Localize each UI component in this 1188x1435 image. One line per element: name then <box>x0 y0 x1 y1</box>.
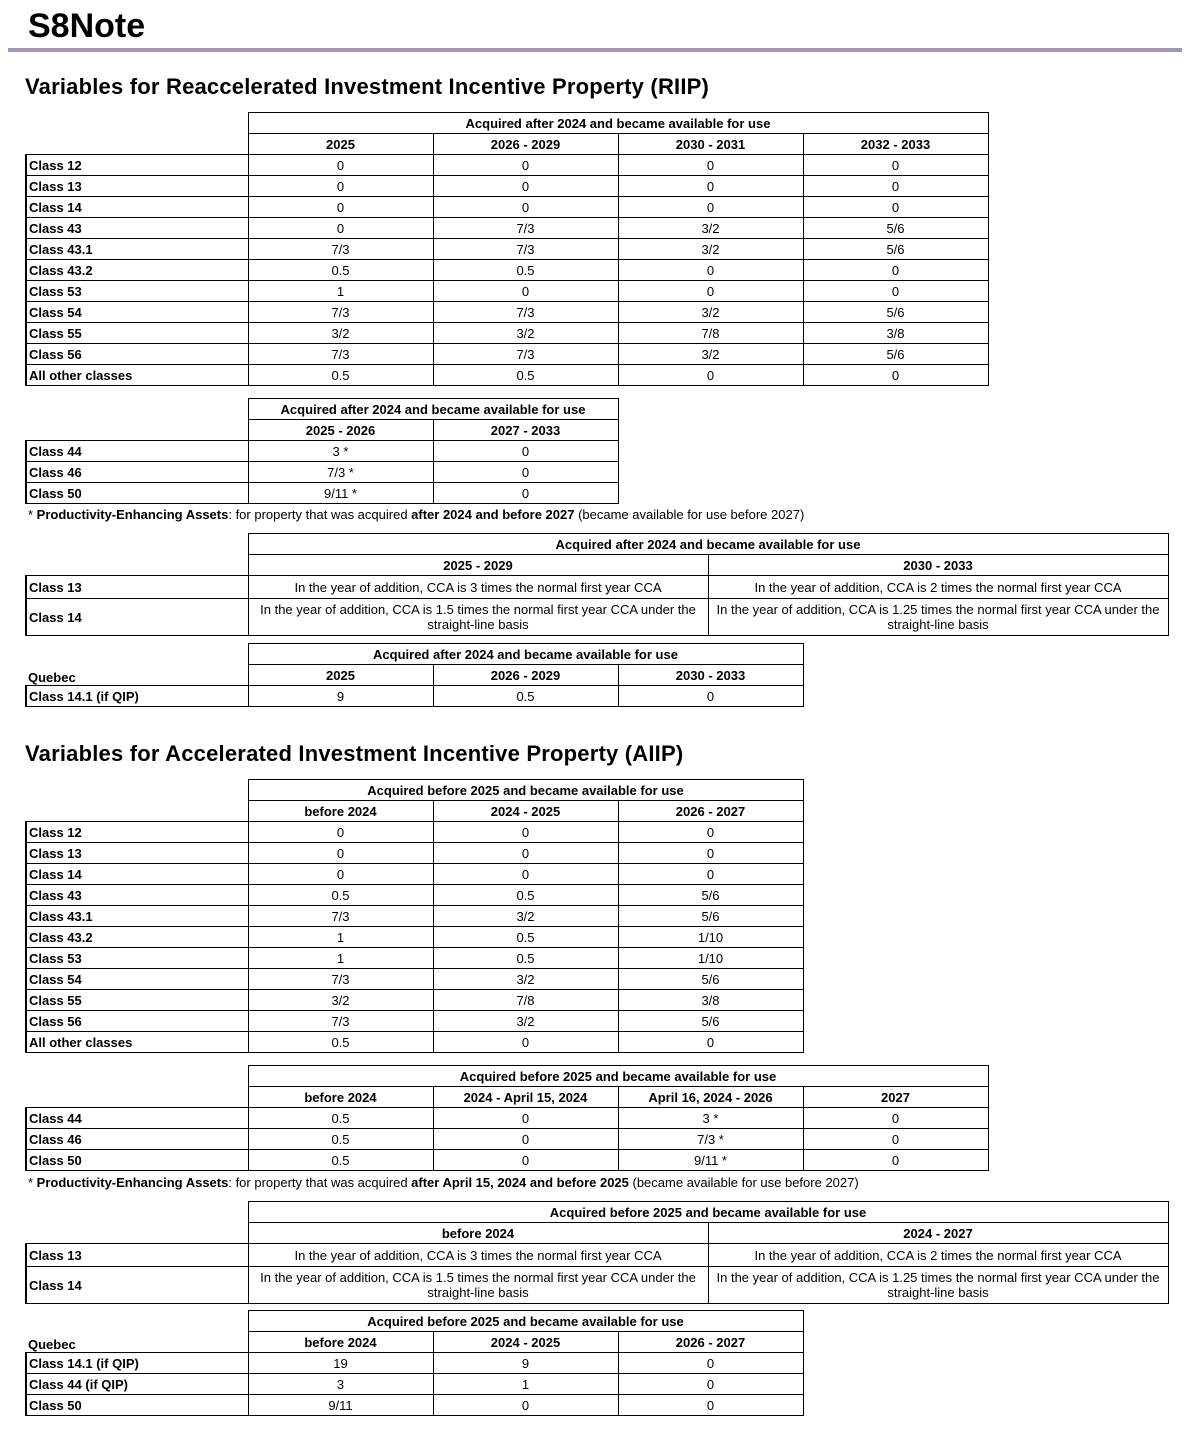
table-row <box>26 344 988 365</box>
header-corner <box>26 644 248 665</box>
table-cell: 9/11 <box>248 1395 433 1416</box>
table-cell: 9 <box>248 686 433 707</box>
column-header: 2027 - 2033 <box>433 420 618 441</box>
table-cell: In the year of addition, CCA is 2 times the normal first year CCA <box>708 1244 1168 1267</box>
table-cell: 0 <box>618 864 803 885</box>
table-cell: 0 <box>803 281 988 302</box>
column-header: 2026 - 2029 <box>433 134 618 155</box>
header-corner <box>26 1087 248 1108</box>
table-cell: 0 <box>803 1108 988 1129</box>
row-label: Class 12 <box>26 822 248 843</box>
table-cell: 0 <box>618 822 803 843</box>
table-cell: 7/3 * <box>248 462 433 483</box>
header-corner <box>26 113 248 134</box>
table-cell: 0 <box>433 843 618 864</box>
column-header: before 2024 <box>248 1087 433 1108</box>
table-cell: 0 <box>433 1395 618 1416</box>
table-cell: 7/3 <box>248 344 433 365</box>
table-cell: 0.5 <box>433 260 618 281</box>
table-row <box>26 483 618 504</box>
row-label: Class 44 <box>26 1108 248 1129</box>
table-cell: 7/3 <box>433 302 618 323</box>
table-cell: 0 <box>433 281 618 302</box>
table-cell: 0 <box>803 365 988 386</box>
table-cell: 9/11 * <box>248 483 433 504</box>
table-cell: 0.5 <box>433 948 618 969</box>
table-cell: 3 * <box>248 441 433 462</box>
table-cell: 5/6 <box>618 1011 803 1032</box>
table-cell: 0 <box>433 462 618 483</box>
row-label: Class 14 <box>26 197 248 218</box>
column-header: 2025 - 2029 <box>248 555 708 576</box>
table-cell: 5/6 <box>803 344 988 365</box>
header-corner <box>26 801 248 822</box>
row-label: Class 46 <box>26 1129 248 1150</box>
table-row <box>26 927 803 948</box>
row-label: Class 14.1 (if QIP) <box>26 1353 248 1374</box>
group-header-row <box>26 113 988 134</box>
table-cell: 0 <box>618 686 803 707</box>
row-label: Class 50 <box>26 1150 248 1171</box>
table-cell: 7/8 <box>618 323 803 344</box>
row-label: Class 46 <box>26 462 248 483</box>
table-cell: 0 <box>803 176 988 197</box>
table-cell: 0 <box>248 822 433 843</box>
table-cell: 3 * <box>618 1108 803 1129</box>
row-label: Class 43.1 <box>26 906 248 927</box>
table-row <box>26 1353 803 1374</box>
row-label: Class 44 (if QIP) <box>26 1374 248 1395</box>
table-cell: 0 <box>618 1395 803 1416</box>
table-cell: 3/2 <box>618 239 803 260</box>
riip-pea-footnote: * Productivity-Enhancing Assets: for property that was acquired after 2024 and before 2027 (became available for use before 2027) <box>28 507 805 522</box>
table-row <box>26 990 803 1011</box>
table-cell: 3/2 <box>433 906 618 927</box>
table-cell: 0 <box>433 1150 618 1171</box>
table-cell: 3/2 <box>433 323 618 344</box>
table-cell: 0 <box>433 864 618 885</box>
row-label: Class 53 <box>26 281 248 302</box>
table-row <box>26 302 988 323</box>
table-cell: 1 <box>248 948 433 969</box>
header-corner <box>26 534 248 555</box>
table-row <box>26 323 988 344</box>
row-label: Class 14 <box>26 1267 248 1304</box>
table-cell: 5/6 <box>618 885 803 906</box>
group-header: Acquired before 2025 and became available for use <box>248 1311 803 1332</box>
table-cell: 19 <box>248 1353 433 1374</box>
table-cell: 1 <box>248 927 433 948</box>
table-cell: 0 <box>433 1032 618 1053</box>
table-row <box>26 365 988 386</box>
table-cell: 3/2 <box>248 990 433 1011</box>
header-corner <box>26 1311 248 1332</box>
table-cell: 0 <box>248 155 433 176</box>
group-header-row <box>26 534 1168 555</box>
table-cell: 0 <box>618 155 803 176</box>
group-header: Acquired before 2025 and became available for use <box>248 780 803 801</box>
table-cell: 0 <box>618 1353 803 1374</box>
table-cell: 5/6 <box>803 239 988 260</box>
table-cell: 0.5 <box>248 1108 433 1129</box>
column-header: 2025 <box>248 134 433 155</box>
table-cell: 0 <box>618 197 803 218</box>
table-cell: 0 <box>433 822 618 843</box>
riip-quebec-table <box>25 643 804 707</box>
column-header: 2030 - 2031 <box>618 134 803 155</box>
row-label: Class 43.2 <box>26 927 248 948</box>
table-cell: In the year of addition, CCA is 3 times the normal first year CCA <box>248 576 708 599</box>
table-cell: 0 <box>433 1108 618 1129</box>
table-row <box>26 1032 803 1053</box>
group-header: Acquired after 2024 and became available for use <box>248 644 803 665</box>
table-row <box>26 1129 988 1150</box>
table-cell: 0 <box>803 260 988 281</box>
table-cell: 0 <box>618 843 803 864</box>
table-cell: 0 <box>248 843 433 864</box>
column-header: before 2024 <box>248 801 433 822</box>
row-label: Class 53 <box>26 948 248 969</box>
table-cell: 3/2 <box>248 323 433 344</box>
table-row <box>26 176 988 197</box>
table-row <box>26 218 988 239</box>
riip-pea-table <box>25 398 619 504</box>
column-header: 2026 - 2027 <box>618 801 803 822</box>
table-cell: 0 <box>618 176 803 197</box>
aiip-section-title: Variables for Accelerated Investment Incentive Property (AIIP) <box>25 741 684 766</box>
table-cell: 7/3 <box>433 239 618 260</box>
column-header: before 2024 <box>248 1332 433 1353</box>
row-label: Class 55 <box>26 323 248 344</box>
table-cell: 1 <box>433 1374 618 1395</box>
aiip-straight-line-table <box>25 1201 1169 1304</box>
group-header-row <box>26 780 803 801</box>
table-cell: 7/3 <box>248 906 433 927</box>
table-cell: 3 <box>248 1374 433 1395</box>
aiip-pea-table <box>25 1065 989 1171</box>
table-row <box>26 1374 803 1395</box>
row-label: Class 43.2 <box>26 260 248 281</box>
column-header: 2024 - April 15, 2024 <box>433 1087 618 1108</box>
table-cell: 0 <box>618 260 803 281</box>
table-row <box>26 948 803 969</box>
group-header: Acquired after 2024 and became available for use <box>248 399 618 420</box>
table-cell: 0 <box>248 176 433 197</box>
table-cell: 3/2 <box>433 969 618 990</box>
table-cell: 3/8 <box>618 990 803 1011</box>
header-corner <box>26 1223 248 1244</box>
table-cell: In the year of addition, CCA is 1.5 times the normal first year CCA under the straight-line basis <box>248 1267 708 1304</box>
row-label: Class 14 <box>26 864 248 885</box>
header-corner <box>26 1202 248 1223</box>
table-cell: 0 <box>433 155 618 176</box>
table-row <box>26 885 803 906</box>
table-row <box>26 1244 1168 1267</box>
row-label: Class 50 <box>26 1395 248 1416</box>
table-cell: 0 <box>803 1150 988 1171</box>
column-header-row <box>26 665 803 686</box>
column-header: 2032 - 2033 <box>803 134 988 155</box>
table-cell: 0.5 <box>248 1150 433 1171</box>
table-cell: 3/2 <box>618 218 803 239</box>
table-cell: 7/8 <box>433 990 618 1011</box>
table-row <box>26 576 1168 599</box>
row-label: Class 43.1 <box>26 239 248 260</box>
group-header-row <box>26 1066 988 1087</box>
column-header-row <box>26 801 803 822</box>
table-row <box>26 1108 988 1129</box>
row-label: Class 56 <box>26 1011 248 1032</box>
column-header: 2024 - 2025 <box>433 1332 618 1353</box>
row-label: Class 13 <box>26 843 248 864</box>
column-header: 2026 - 2029 <box>433 665 618 686</box>
row-label: Class 43 <box>26 218 248 239</box>
row-label: All other classes <box>26 1032 248 1053</box>
table-cell: 0 <box>248 197 433 218</box>
table-row <box>26 864 803 885</box>
table-row <box>26 1395 803 1416</box>
table-row <box>26 197 988 218</box>
table-cell: 5/6 <box>803 302 988 323</box>
table-cell: 7/3 <box>433 344 618 365</box>
row-label: All other classes <box>26 365 248 386</box>
row-label: Class 13 <box>26 176 248 197</box>
column-header: 2024 - 2025 <box>433 801 618 822</box>
row-label: Class 13 <box>26 1244 248 1267</box>
table-cell: 5/6 <box>803 218 988 239</box>
table-cell: 0.5 <box>248 885 433 906</box>
row-label: Class 14.1 (if QIP) <box>26 686 248 707</box>
table-cell: 0.5 <box>248 1129 433 1150</box>
group-header-row <box>26 1202 1168 1223</box>
column-header-row <box>26 134 988 155</box>
table-row <box>26 843 803 864</box>
column-header: before 2024 <box>248 1223 708 1244</box>
section-label: Quebec <box>28 1337 76 1352</box>
table-row <box>26 969 803 990</box>
table-cell: In the year of addition, CCA is 2 times the normal first year CCA <box>708 576 1168 599</box>
group-header: Acquired before 2025 and became available for use <box>248 1202 1168 1223</box>
row-label: Class 44 <box>26 441 248 462</box>
group-header: Acquired after 2024 and became available for use <box>248 534 1168 555</box>
column-header: 2030 - 2033 <box>618 665 803 686</box>
table-row <box>26 441 618 462</box>
table-cell: 7/3 * <box>618 1129 803 1150</box>
table-cell: 0 <box>618 281 803 302</box>
table-row <box>26 1150 988 1171</box>
table-row <box>26 155 988 176</box>
table-cell: 0.5 <box>433 927 618 948</box>
header-corner <box>26 420 248 441</box>
table-cell: 0.5 <box>248 260 433 281</box>
table-cell: 0 <box>433 197 618 218</box>
header-corner <box>26 399 248 420</box>
table-row <box>26 1267 1168 1304</box>
header-corner <box>26 780 248 801</box>
table-cell: 7/3 <box>248 969 433 990</box>
table-cell: 0 <box>433 1129 618 1150</box>
table-cell: 3/2 <box>618 302 803 323</box>
title-divider <box>8 48 1182 52</box>
column-header: 2030 - 2033 <box>708 555 1168 576</box>
column-header: 2025 <box>248 665 433 686</box>
table-cell: 7/3 <box>248 1011 433 1032</box>
group-header: Acquired after 2024 and became available for use <box>248 113 988 134</box>
table-cell: In the year of addition, CCA is 1.25 times the normal first year CCA under the straight-line basis <box>708 599 1168 636</box>
table-cell: 0.5 <box>248 1032 433 1053</box>
table-cell: In the year of addition, CCA is 3 times the normal first year CCA <box>248 1244 708 1267</box>
table-cell: 3/8 <box>803 323 988 344</box>
table-cell: 0 <box>618 365 803 386</box>
table-cell: 0.5 <box>433 686 618 707</box>
table-cell: 0 <box>248 218 433 239</box>
table-cell: 0 <box>433 441 618 462</box>
table-cell: 0 <box>803 197 988 218</box>
table-cell: 0 <box>618 1374 803 1395</box>
riip-straight-line-table <box>25 533 1169 636</box>
table-cell: 0.5 <box>433 885 618 906</box>
table-cell: 7/3 <box>248 302 433 323</box>
table-cell: 0 <box>803 155 988 176</box>
table-row <box>26 599 1168 636</box>
table-cell: 7/3 <box>248 239 433 260</box>
table-cell: 0 <box>618 1032 803 1053</box>
group-header-row <box>26 1311 803 1332</box>
column-header: April 16, 2024 - 2026 <box>618 1087 803 1108</box>
table-cell: 7/3 <box>433 218 618 239</box>
column-header: 2026 - 2027 <box>618 1332 803 1353</box>
table-cell: 0 <box>433 483 618 504</box>
table-cell: 1/10 <box>618 927 803 948</box>
table-cell: 5/6 <box>618 906 803 927</box>
aiip-quebec-table <box>25 1310 804 1416</box>
header-corner <box>26 1066 248 1087</box>
row-label: Class 14 <box>26 599 248 636</box>
column-header-row <box>26 1332 803 1353</box>
aiip-rates-table <box>25 779 804 1053</box>
column-header-row <box>26 420 618 441</box>
row-label: Class 12 <box>26 155 248 176</box>
row-label: Class 54 <box>26 969 248 990</box>
row-label: Class 54 <box>26 302 248 323</box>
column-header-row <box>26 555 1168 576</box>
table-row <box>26 906 803 927</box>
table-row <box>26 260 988 281</box>
table-row <box>26 686 803 707</box>
section-label: Quebec <box>28 670 76 685</box>
table-row <box>26 462 618 483</box>
table-row <box>26 239 988 260</box>
table-cell: 5/6 <box>618 969 803 990</box>
table-cell: In the year of addition, CCA is 1.5 times the normal first year CCA under the straight-line basis <box>248 599 708 636</box>
column-header: 2024 - 2027 <box>708 1223 1168 1244</box>
app-title: S8Note <box>28 7 146 45</box>
row-label: Class 55 <box>26 990 248 1011</box>
riip-section-title: Variables for Reaccelerated Investment Incentive Property (RIIP) <box>25 74 710 99</box>
table-row <box>26 281 988 302</box>
row-label: Class 50 <box>26 483 248 504</box>
header-corner <box>26 134 248 155</box>
header-corner <box>26 555 248 576</box>
table-cell: In the year of addition, CCA is 1.25 times the normal first year CCA under the straight-line basis <box>708 1267 1168 1304</box>
table-cell: 1/10 <box>618 948 803 969</box>
table-cell: 0 <box>248 864 433 885</box>
table-cell: 3/2 <box>618 344 803 365</box>
row-label: Class 13 <box>26 576 248 599</box>
group-header-row <box>26 644 803 665</box>
table-cell: 9/11 * <box>618 1150 803 1171</box>
aiip-pea-footnote: * Productivity-Enhancing Assets: for property that was acquired after April 15, 2024 and before 2025 (became available for use before 2027) <box>28 1175 859 1190</box>
table-cell: 3/2 <box>433 1011 618 1032</box>
row-label: Class 43 <box>26 885 248 906</box>
group-header: Acquired before 2025 and became available for use <box>248 1066 988 1087</box>
table-cell: 0.5 <box>248 365 433 386</box>
group-header-row <box>26 399 618 420</box>
table-cell: 0 <box>433 176 618 197</box>
table-row <box>26 822 803 843</box>
column-header: 2025 - 2026 <box>248 420 433 441</box>
table-cell: 9 <box>433 1353 618 1374</box>
column-header-row <box>26 1087 988 1108</box>
table-cell: 0.5 <box>433 365 618 386</box>
table-cell: 1 <box>248 281 433 302</box>
row-label: Class 56 <box>26 344 248 365</box>
table-cell: 0 <box>803 1129 988 1150</box>
column-header: 2027 <box>803 1087 988 1108</box>
table-row <box>26 1011 803 1032</box>
column-header-row <box>26 1223 1168 1244</box>
riip-rates-table <box>25 112 989 386</box>
